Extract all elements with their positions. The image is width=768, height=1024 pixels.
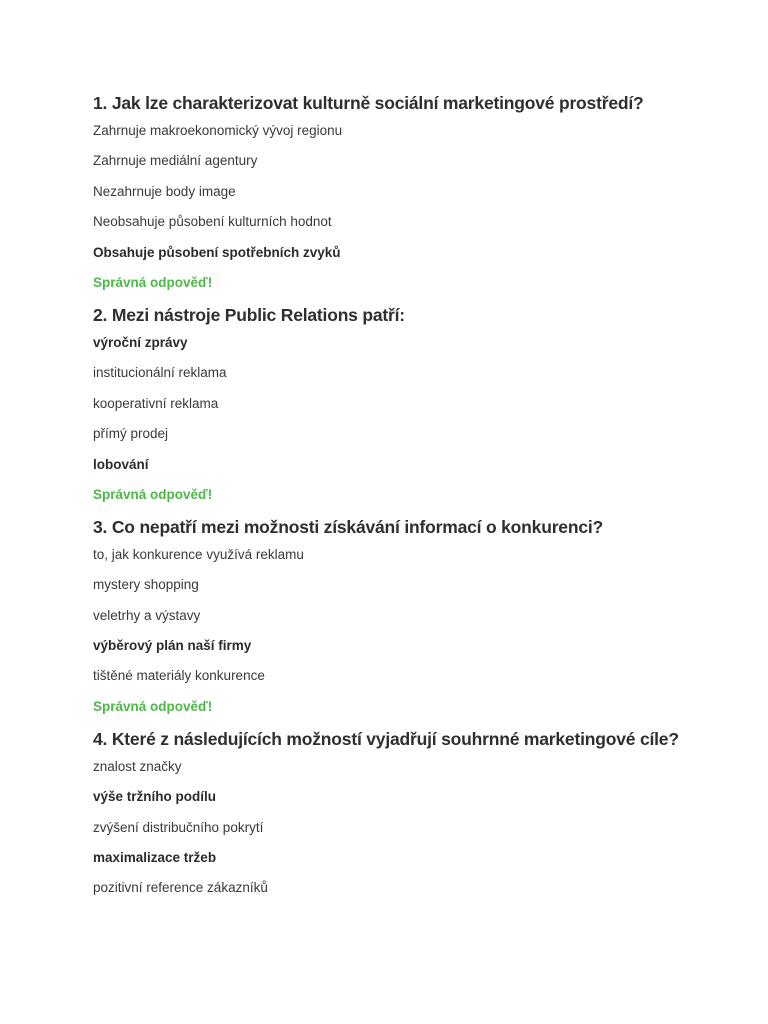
answer-option-correct: výběrový plán naší firmy [93, 638, 252, 654]
answer-option: veletrhy a výstavy [93, 607, 201, 623]
answer-option: přímý prodej [93, 426, 169, 442]
quiz-document [93, 91, 733, 910]
question-title: 3. Co nepatří mezi možnosti získávání informací o konkurenci? [93, 516, 604, 537]
answer-option: tištěné materiály konkurence [93, 668, 265, 684]
answer-option-correct: maximalizace tržeb [93, 850, 217, 866]
question-3 [93, 515, 733, 716]
answer-option-correct: Obsahuje působení spotřebních zvyků [93, 244, 341, 260]
answer-option: Zahrnuje mediální agentury [93, 153, 258, 169]
question-1 [93, 91, 733, 292]
answer-option: Neobsahuje působení kulturních hodnot [93, 214, 332, 230]
correct-answer-label: Správná odpověď! [93, 486, 213, 502]
question-2 [93, 303, 733, 504]
answer-option: mystery shopping [93, 577, 199, 593]
answer-option: institucionální reklama [93, 365, 227, 381]
answer-option-correct: výroční zprávy [93, 334, 188, 350]
answer-option: kooperativní reklama [93, 395, 219, 411]
answer-option: to, jak konkurence využívá reklamu [93, 546, 304, 562]
answer-option: znalost značky [93, 758, 182, 774]
answer-option-correct: lobování [93, 456, 149, 472]
correct-answer-label: Správná odpověď! [93, 698, 213, 714]
answer-option: Nezahrnuje body image [93, 183, 236, 199]
question-title: 1. Jak lze charakterizovat kulturně sociální marketingové prostředí? [93, 93, 644, 113]
question-4 [93, 727, 733, 898]
question-title: 4. Které z následujících možností vyjadřují souhrnné marketingové cíle? [93, 728, 679, 749]
answer-option-correct: výše tržního podílu [93, 789, 217, 805]
answer-option: pozitivní reference zákazníků [93, 880, 268, 896]
question-title: 2. Mezi nástroje Public Relations patří: [93, 304, 405, 325]
answer-option: Zahrnuje makroekonomický vývoj regionu [93, 123, 343, 138]
correct-answer-label: Správná odpověď! [93, 274, 213, 290]
answer-option: zvýšení distribučního pokrytí [93, 819, 264, 835]
